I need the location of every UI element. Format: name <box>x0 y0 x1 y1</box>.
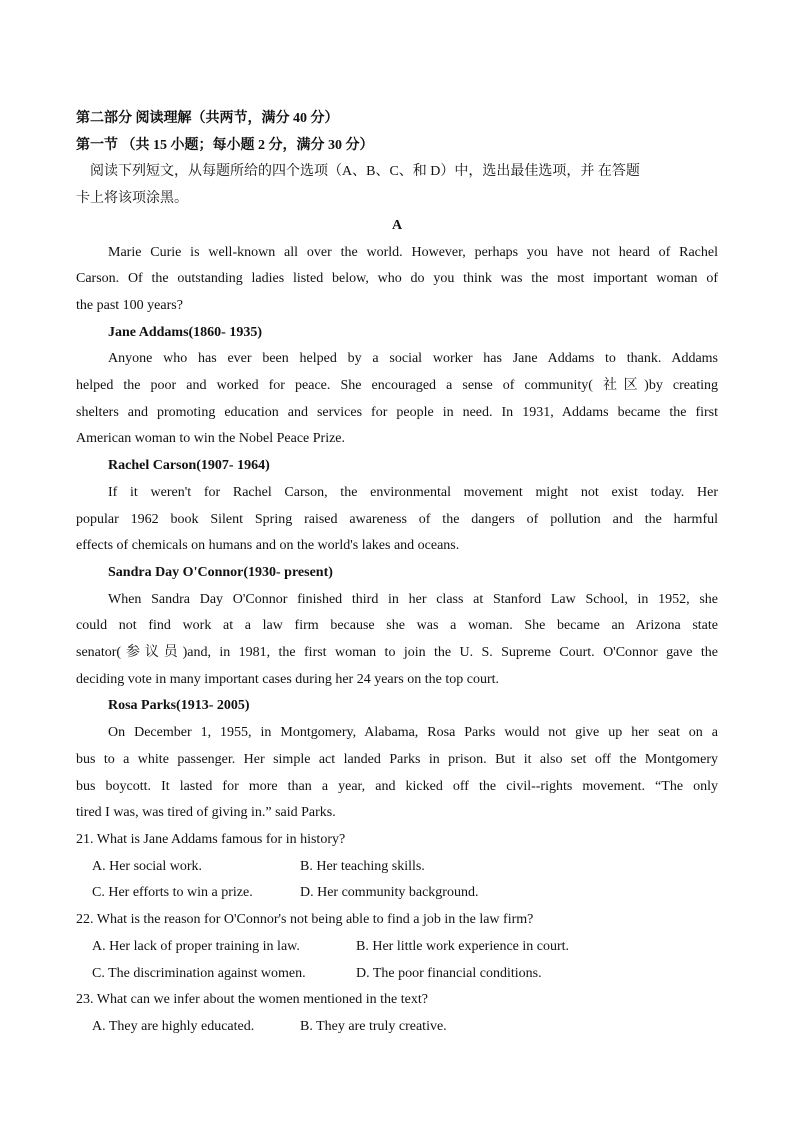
body-line: When Sandra Day O'Connor finished third in her class at Stanford Law School, in 1952, she <box>108 591 718 607</box>
option-b: B. Her little work experience in court. <box>356 938 570 954</box>
intro-line: Marie Curie is well-known all over the world. However, perhaps you have not heard of Rachel <box>108 244 718 260</box>
body-line: American woman to win the Nobel Peace Prize. <box>76 431 346 447</box>
woman-heading-addams: Jane Addams(1860- 1935) <box>108 324 263 340</box>
question-22-stem: 22. What is the reason for O'Connor's not being able to find a job in the law firm? <box>76 912 534 928</box>
body-line: tired I was, was tired of giving in.” said Parks. <box>76 805 336 821</box>
body-line: could not find work at a law firm because she was a woman. She became an Arizona state <box>76 618 718 634</box>
question-22-options-row <box>76 934 718 961</box>
question-22-options-row <box>76 961 718 988</box>
body-line: senator(参议员)and, in 1981, the first woman to join the U. S. Supreme Court. O'Connor gave the <box>76 645 718 661</box>
option-c: C. The discrimination against women. <box>92 965 306 981</box>
body-line: On December 1, 1955, in Montgomery, Alabama, Rosa Parks would not give up her seat on a <box>108 725 718 741</box>
option-c: C. Her efforts to win a prize. <box>92 885 253 901</box>
part-title: 第二部分 阅读理解（共两节，满分 40 分） <box>76 111 339 126</box>
option-a: A. Her social work. <box>92 858 203 874</box>
option-a: A. They are highly educated. <box>92 1018 255 1034</box>
exam-page <box>76 106 718 1041</box>
body-line: popular 1962 book Silent Spring raised awareness of the dangers of pollution and the harmful <box>76 511 718 527</box>
woman-heading-parks: Rosa Parks(1913- 2005) <box>108 698 250 714</box>
instruction-line-1: 阅读下列短文，从每题所给的四个选项（A、B、C、和 D）中，选出最佳选项，并 在答题 <box>90 164 640 180</box>
question-21-stem: 21. What is Jane Addams famous for in history? <box>76 831 346 847</box>
question-23-stem: 23. What can we infer about the women mentioned in the text? <box>76 992 428 1008</box>
body-line: bus boycott. It lasted for more than a year, and kicked off the civil--rights movement. “The only <box>76 778 718 794</box>
section-title: 第一节 （共 15 小题；每小题 2 分，满分 30 分） <box>76 137 374 153</box>
option-d: D. Her community background. <box>300 885 479 901</box>
question-23-options-row <box>76 1014 718 1041</box>
option-b: B. They are truly creative. <box>300 1018 447 1034</box>
intro-line: the past 100 years? <box>76 297 183 313</box>
woman-heading-carson: Rachel Carson(1907- 1964) <box>108 458 270 474</box>
option-d: D. The poor financial conditions. <box>356 965 542 981</box>
option-a: A. Her lack of proper training in law. <box>92 938 300 954</box>
question-21-options-row <box>76 880 718 907</box>
body-line: effects of chemicals on humans and on the world's lakes and oceans. <box>76 538 460 554</box>
body-line: bus to a white passenger. Her simple act landed Parks in prison. But it also set off the Montgomery <box>76 751 718 767</box>
woman-heading-oconnor: Sandra Day O'Connor(1930- present) <box>108 564 333 580</box>
option-b: B. Her teaching skills. <box>300 858 425 874</box>
intro-line: Carson. Of the outstanding ladies listed below, who do you think was the most important woman of <box>76 271 718 287</box>
passage-label: A <box>391 217 403 233</box>
body-line: If it weren't for Rachel Carson, the environmental movement might not exist today. Her <box>108 484 718 500</box>
instruction-line-2: 卡上将该项涂黑。 <box>76 191 188 207</box>
body-line: shelters and promoting education and services for people in need. In 1931, Addams became the first <box>76 404 718 420</box>
body-line: helped the poor and worked for peace. She encouraged a sense of community( 社区)by creating <box>76 378 718 394</box>
body-line: Anyone who has ever been helped by a social worker has Jane Addams to thank. Addams <box>108 351 718 367</box>
question-21-options-row <box>76 854 718 881</box>
body-line: deciding vote in many important cases during her 24 years on the top court. <box>76 671 500 687</box>
